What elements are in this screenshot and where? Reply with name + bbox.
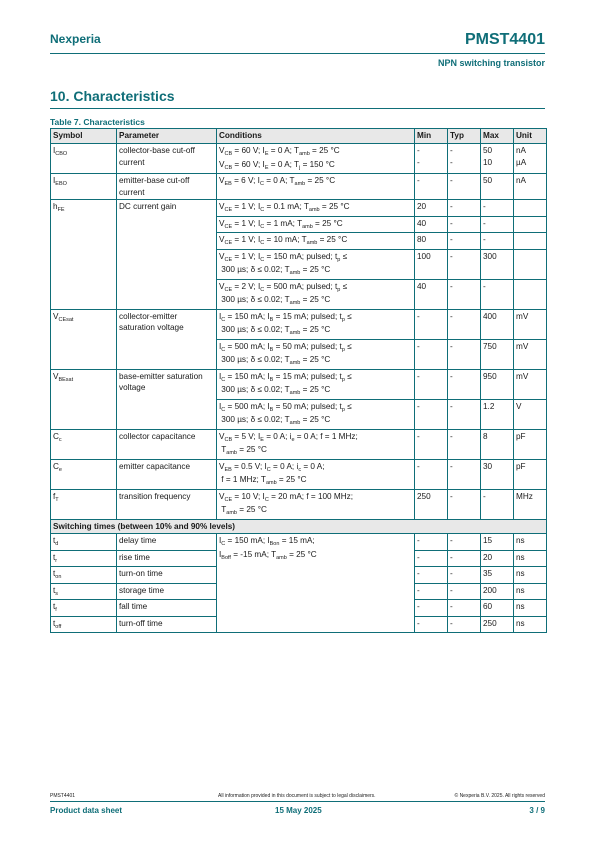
cell-min: -	[415, 616, 448, 633]
cell-parameter: turn-off time	[117, 616, 217, 633]
cell-symbol: $t_f$	[51, 600, 117, 617]
cell-conditions: $V_{CB} = 60$ V; $I_E = 0$ A; $T_{amb} = 25$ °C $V_{CB} = 60$ V; $I_E = 0$ A; $T_j = 150$ °C	[217, 144, 415, 174]
cell-typ: -	[448, 249, 481, 279]
footer-disclaimer: All information provided in this document is subject to legal disclaimers.	[218, 793, 376, 799]
cell-min: 100	[415, 249, 448, 279]
cell-parameter: delay time	[117, 534, 217, 551]
footer-page: 3 / 9	[529, 806, 545, 815]
cell-typ: -	[448, 550, 481, 567]
table-row	[51, 309, 547, 339]
cell-symbol: $t_d$	[51, 534, 117, 551]
cell-parameter: emitter capacitance	[117, 459, 217, 489]
cell-unit: pF	[514, 459, 547, 489]
cell-conditions: $V_{CB} = 5$ V; $I_E = 0$ A; $i_e = 0$ A; f = 1 MHz; $T_{amb} = 25$ °C	[217, 429, 415, 459]
cell-parameter: fall time	[117, 600, 217, 617]
cell-conditions: $V_{CE} = 1$ V; $I_C = 10$ mA; $T_{amb} = 25$ °C	[217, 233, 415, 250]
cell-symbol: $V_{CEsat}$	[51, 309, 117, 369]
col-parameter: Parameter	[117, 129, 217, 144]
col-max: Max	[481, 129, 514, 144]
cell-parameter: rise time	[117, 550, 217, 567]
cell-unit: mV	[514, 309, 547, 339]
cell-unit	[514, 216, 547, 233]
cell-conditions: $V_{CE} = 10$ V; $I_C = 20$ mA; f = 100 MHz; $T_{amb} = 25$ °C	[217, 489, 415, 519]
cell-unit: mV	[514, 369, 547, 399]
col-typ: Typ	[448, 129, 481, 144]
table-header-row	[51, 129, 547, 144]
footer-divider	[50, 801, 545, 802]
cell-min: -	[415, 429, 448, 459]
cell-symbol: $t_{on}$	[51, 567, 117, 584]
table-row	[51, 429, 547, 459]
table-row	[51, 200, 547, 217]
group-heading-row	[51, 519, 547, 534]
cell-max: 8	[481, 429, 514, 459]
cell-max: -	[481, 200, 514, 217]
cell-max: -	[481, 216, 514, 233]
cell-max: 50 10	[481, 144, 514, 174]
cell-min: - -	[415, 144, 448, 174]
section-title: 10. Characteristics	[50, 88, 175, 104]
table-caption: Table 7. Characteristics	[50, 117, 145, 127]
cell-parameter: collector-emitter saturation voltage	[117, 309, 217, 369]
cell-conditions: $V_{EB} = 0.5$ V; $I_C = 0$ A; $i_c = 0$ A; f = 1 MHz; $T_{amb} = 25$ °C	[217, 459, 415, 489]
cell-typ: - -	[448, 144, 481, 174]
col-min: Min	[415, 129, 448, 144]
cell-symbol: $t_s$	[51, 583, 117, 600]
cell-typ: -	[448, 616, 481, 633]
cell-unit: ns	[514, 567, 547, 584]
cell-unit	[514, 200, 547, 217]
cell-min: -	[415, 534, 448, 551]
group-heading: Switching times (between 10% and 90% levels)	[51, 519, 547, 534]
product-name: PMST4401	[464, 31, 545, 48]
cell-unit: ns	[514, 616, 547, 633]
cell-unit: MHz	[514, 489, 547, 519]
cell-typ: -	[448, 369, 481, 399]
col-symbol: Symbol	[51, 129, 117, 144]
cell-max: 60	[481, 600, 514, 617]
cell-unit: nA µA	[514, 144, 547, 174]
cell-min: -	[415, 399, 448, 429]
table-row	[51, 489, 547, 519]
cell-min: -	[415, 583, 448, 600]
cell-parameter: emitter-base cut-off current	[117, 174, 217, 200]
cell-typ: -	[448, 216, 481, 233]
cell-symbol: $C_c$	[51, 429, 117, 459]
cell-typ: -	[448, 233, 481, 250]
cell-typ: -	[448, 459, 481, 489]
cell-max: 20	[481, 550, 514, 567]
cell-max: 1.2	[481, 399, 514, 429]
cell-min: -	[415, 339, 448, 369]
cell-parameter: turn-on time	[117, 567, 217, 584]
cell-unit: mV	[514, 339, 547, 369]
cell-min: -	[415, 309, 448, 339]
cell-min: -	[415, 369, 448, 399]
characteristics-table	[50, 128, 547, 633]
cell-conditions: $I_C = 150$ mA; $I_B = 15$ mA; pulsed; $t_p$ ≤ 300 µs; δ ≤ 0.02; $T_{amb} = 25$ °C	[217, 309, 415, 339]
cell-min: -	[415, 174, 448, 200]
cell-unit: pF	[514, 429, 547, 459]
cell-typ: -	[448, 534, 481, 551]
cell-conditions: $I_C = 500$ mA; $I_B = 50$ mA; pulsed; $t_p$ ≤ 300 µs; δ ≤ 0.02; $T_{amb} = 25$ °C	[217, 339, 415, 369]
cell-typ: -	[448, 567, 481, 584]
cell-min: 40	[415, 216, 448, 233]
cell-max: 950	[481, 369, 514, 399]
cell-conditions: $I_C = 150$ mA; $I_B = 15$ mA; pulsed; $t_p$ ≤ 300 µs; δ ≤ 0.02; $T_{amb} = 25$ °C	[217, 369, 415, 399]
header-divider	[50, 53, 545, 54]
cell-min: 40	[415, 279, 448, 309]
cell-typ: -	[448, 489, 481, 519]
cell-symbol: $t_{off}$	[51, 616, 117, 633]
cell-symbol: $C_e$	[51, 459, 117, 489]
cell-max: 30	[481, 459, 514, 489]
cell-unit	[514, 249, 547, 279]
cell-symbol: $I_{CBO}$	[51, 144, 117, 174]
cell-max: 400	[481, 309, 514, 339]
cell-min: 80	[415, 233, 448, 250]
cell-max: 200	[481, 583, 514, 600]
cell-symbol: $t_r$	[51, 550, 117, 567]
table-row	[51, 174, 547, 200]
footer-doc-id: PMST4401	[50, 793, 76, 799]
cell-parameter: transition frequency	[117, 489, 217, 519]
cell-min: -	[415, 600, 448, 617]
brand-name: Nexperia	[50, 32, 101, 46]
table-row	[51, 459, 547, 489]
cell-typ: -	[448, 279, 481, 309]
cell-symbol: $I_{EBO}$	[51, 174, 117, 200]
cell-typ: -	[448, 200, 481, 217]
cell-unit: ns	[514, 550, 547, 567]
product-subtitle: NPN switching transistor	[437, 58, 545, 68]
table-row	[51, 369, 547, 399]
cell-unit	[514, 279, 547, 309]
cell-max: 750	[481, 339, 514, 369]
cell-conditions: $V_{CE} = 1$ V; $I_C = 1$ mA; $T_{amb} = 25$ °C	[217, 216, 415, 233]
section-divider	[50, 108, 545, 109]
cell-unit: ns	[514, 534, 547, 551]
cell-unit: ns	[514, 600, 547, 617]
cell-min: -	[415, 459, 448, 489]
cell-symbol: $f_T$	[51, 489, 117, 519]
cell-symbol: $V_{BEsat}$	[51, 369, 117, 429]
cell-typ: -	[448, 174, 481, 200]
cell-typ: -	[448, 429, 481, 459]
cell-typ: -	[448, 309, 481, 339]
cell-max: 300	[481, 249, 514, 279]
cell-unit: nA	[514, 174, 547, 200]
cell-typ: -	[448, 399, 481, 429]
cell-conditions: $V_{CE} = 2$ V; $I_C = 500$ mA; pulsed; $t_p$ ≤ 300 µs; δ ≤ 0.02; $T_{amb} = 25$ °C	[217, 279, 415, 309]
cell-min: -	[415, 567, 448, 584]
footer-doc-type: Product data sheet	[50, 806, 123, 815]
cell-conditions: $V_{CE} = 1$ V; $I_C = 150$ mA; pulsed; $t_p$ ≤ 300 µs; δ ≤ 0.02; $T_{amb} = 25$ °C	[217, 249, 415, 279]
table-row	[51, 534, 547, 551]
cell-max: -	[481, 279, 514, 309]
footer-copyright: © Nexperia B.V. 2025. All rights reserved	[454, 793, 545, 799]
cell-max: 250	[481, 616, 514, 633]
cell-parameter: storage time	[117, 583, 217, 600]
cell-conditions: $I_C = 500$ mA; $I_B = 50$ mA; pulsed; $t_p$ ≤ 300 µs; δ ≤ 0.02; $T_{amb} = 25$ °C	[217, 399, 415, 429]
cell-min: -	[415, 550, 448, 567]
cell-max: 15	[481, 534, 514, 551]
cell-parameter: base-emitter saturation voltage	[117, 369, 217, 429]
col-conditions: Conditions	[217, 129, 415, 144]
footer-date: 15 May 2025	[275, 806, 322, 815]
cell-typ: -	[448, 583, 481, 600]
cell-conditions: $V_{CE} = 1$ V; $I_C = 0.1$ mA; $T_{amb} = 25$ °C	[217, 200, 415, 217]
cell-max: -	[481, 233, 514, 250]
table-row	[51, 144, 547, 174]
cell-conditions: $I_C = 150$ mA; $I_{Bon} = 15$ mA; $I_{Boff} = -15$ mA; $T_{amb} = 25$ °C	[217, 534, 415, 633]
cell-unit	[514, 233, 547, 250]
cell-min: 20	[415, 200, 448, 217]
col-unit: Unit	[514, 129, 547, 144]
cell-conditions: $V_{EB} = 6$ V; $I_C = 0$ A; $T_{amb} = 25$ °C	[217, 174, 415, 200]
cell-symbol: $h_{FE}$	[51, 200, 117, 310]
cell-unit: V	[514, 399, 547, 429]
cell-typ: -	[448, 339, 481, 369]
cell-typ: -	[448, 600, 481, 617]
cell-parameter: collector capacitance	[117, 429, 217, 459]
cell-unit: ns	[514, 583, 547, 600]
cell-max: -	[481, 489, 514, 519]
cell-min: 250	[415, 489, 448, 519]
cell-max: 50	[481, 174, 514, 200]
cell-max: 35	[481, 567, 514, 584]
cell-parameter: DC current gain	[117, 200, 217, 310]
cell-parameter: collector-base cut-off current	[117, 144, 217, 174]
